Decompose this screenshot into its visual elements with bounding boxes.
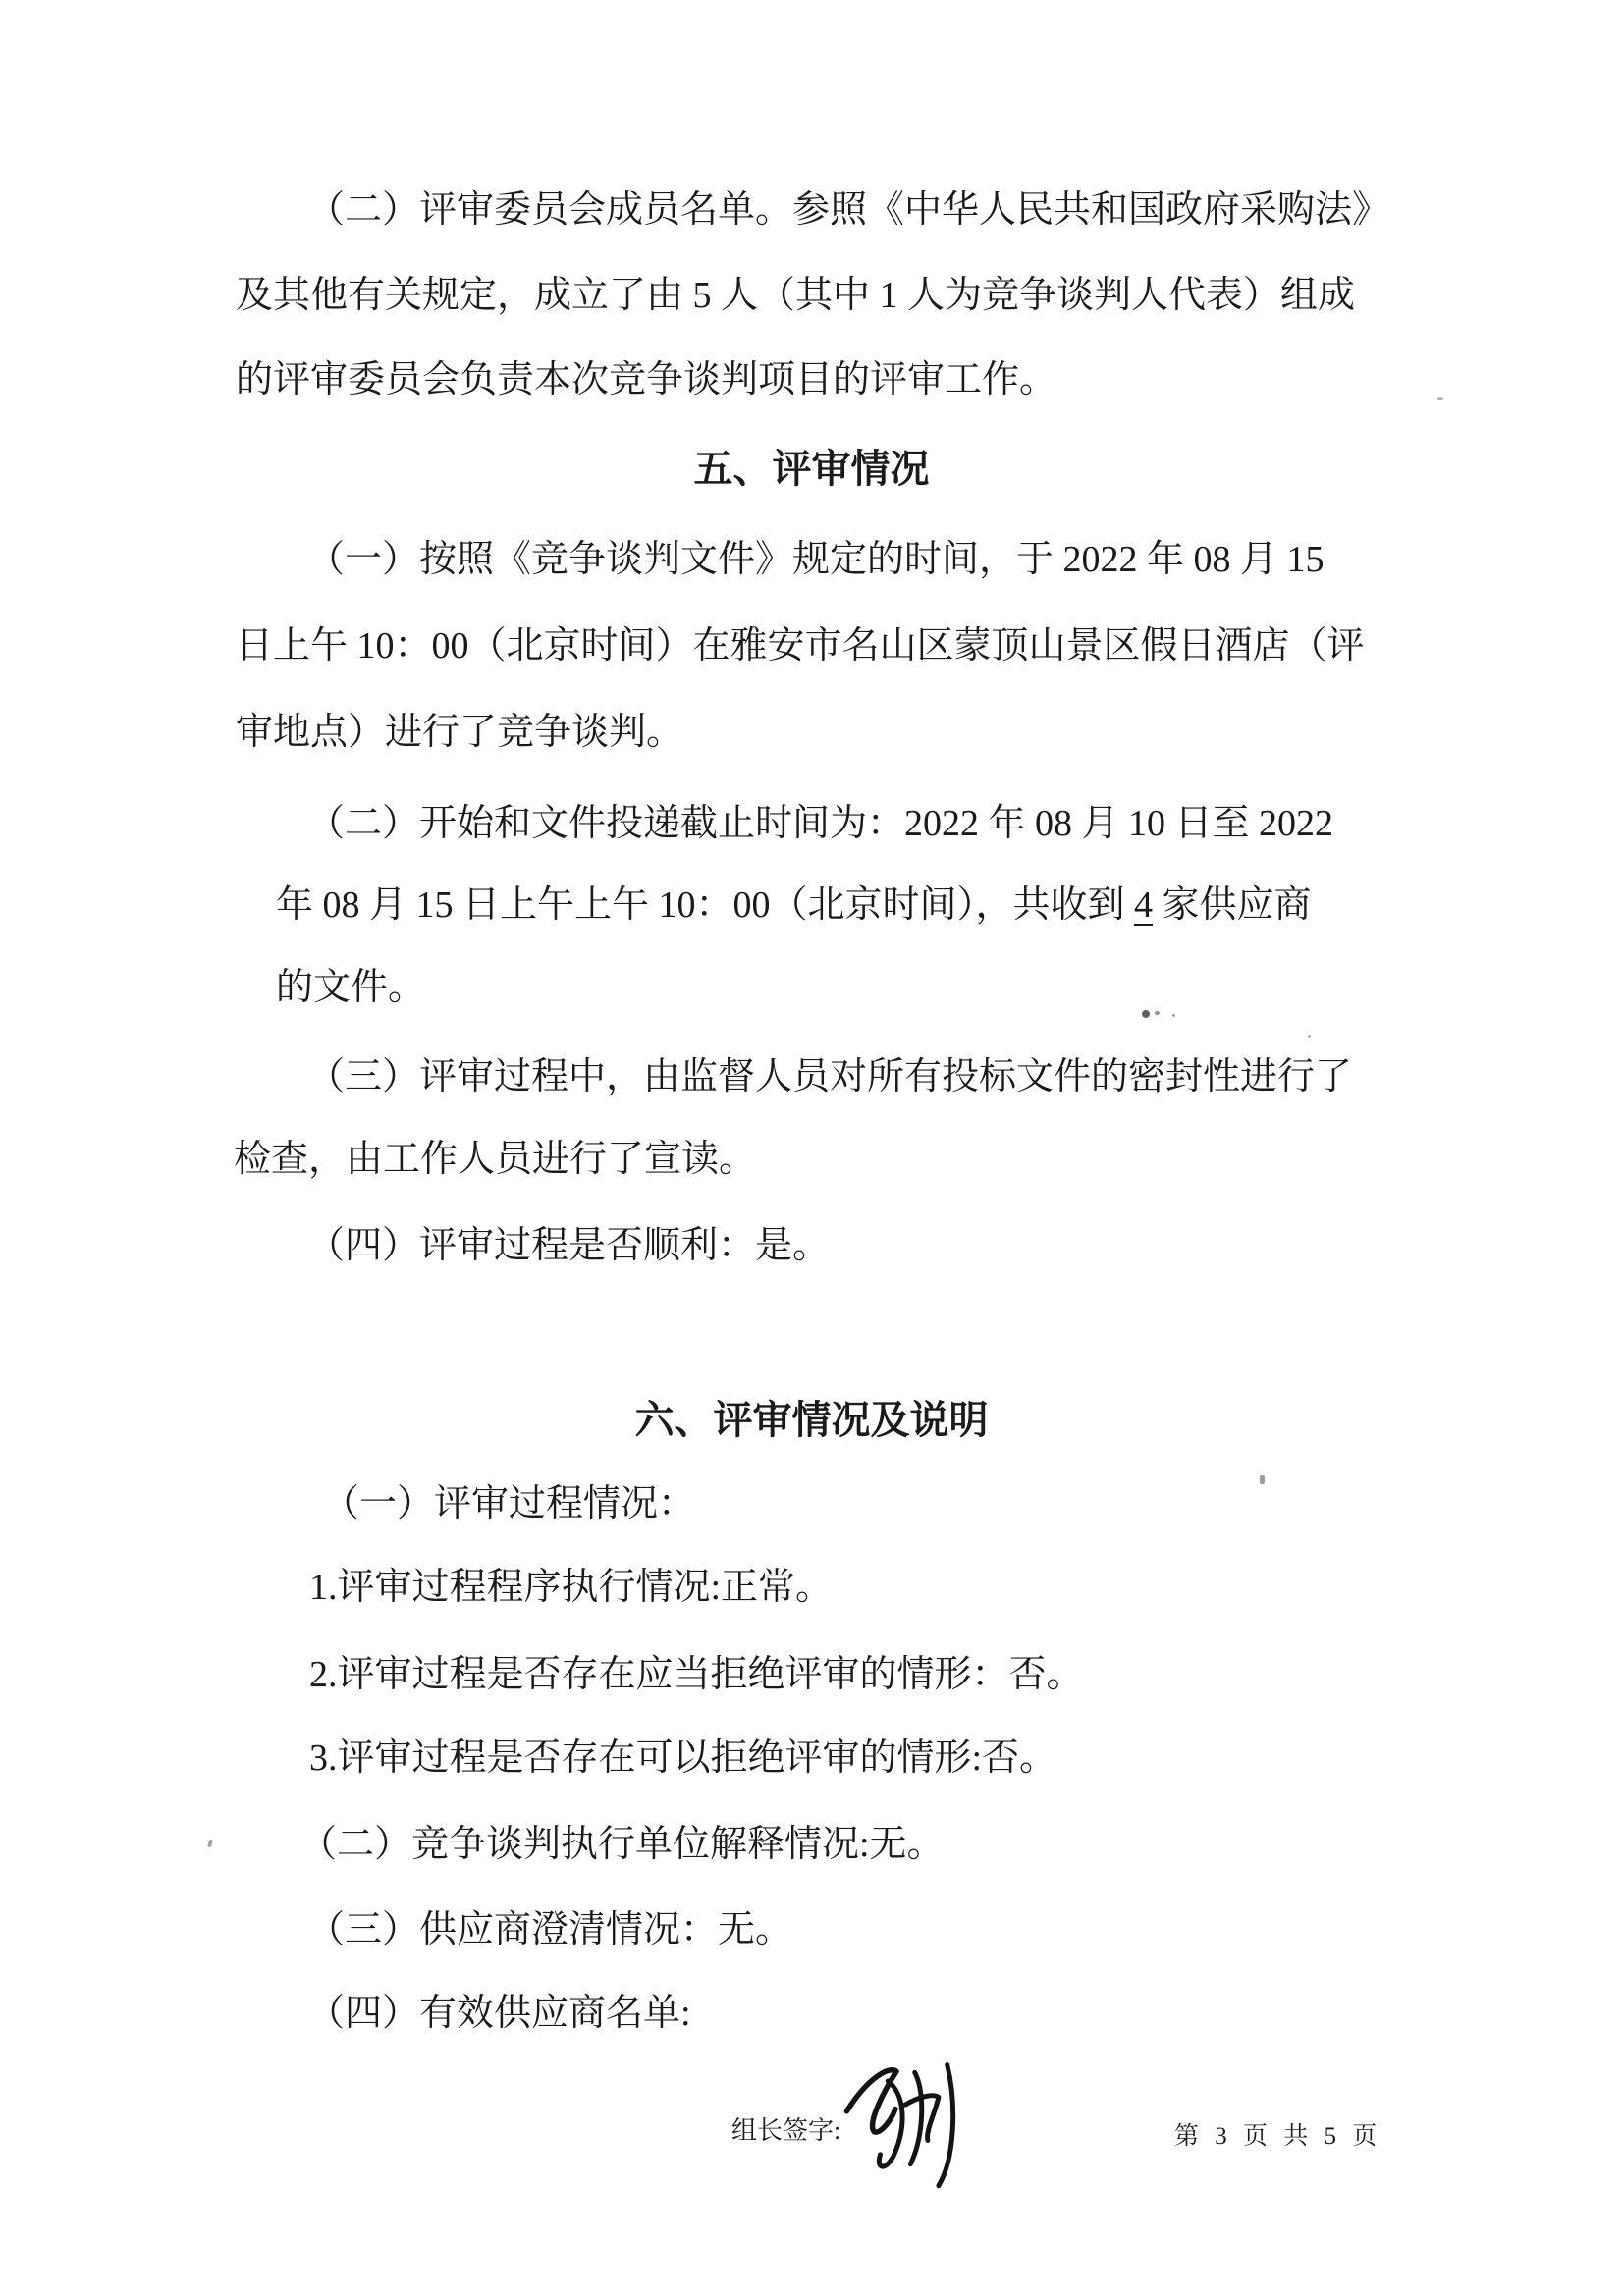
para-sealing-line-2: 检查，由工作人员进行了宣读。	[234, 1139, 757, 1180]
item-may-reject: 3.评审过程是否存在可以拒绝评审的情形:否。	[309, 1737, 1057, 1779]
line-supplier-clarification: （三）供应商澄清情况：无。	[307, 1909, 793, 1950]
line-process-overview: （一）评审过程情况：	[322, 1483, 696, 1524]
para-deadline-line-3: 的文件。	[276, 967, 426, 1008]
scan-noise-speck	[1172, 1014, 1175, 1017]
para-time-line-3: 审地点）进行了竞争谈判。	[236, 712, 684, 753]
leader-signature-icon	[831, 2059, 984, 2189]
para-deadline-line-1: （二）开始和文件投递截止时间为：2022 年 08 月 10 日至 2022	[307, 803, 1334, 844]
para-committee-line-2: 及其他有关规定，成立了由 5 人（其中 1 人为竞争谈判人代表）组成	[236, 275, 1356, 316]
deadline-text-prefix: 年 08 月 15 日上午上午 10：00（北京时间），共收到	[276, 884, 1135, 926]
item-must-reject: 2.评审过程是否存在应当拒绝评审的情形：否。	[309, 1654, 1084, 1695]
supplier-count-underlined: 4	[1134, 884, 1154, 926]
footer-page-number: 第 3 页 共 5 页	[1174, 2123, 1380, 2150]
section-6-heading: 六、评审情况及说明	[634, 1398, 989, 1442]
para-deadline-line-2	[276, 881, 1312, 929]
line-valid-supplier-list: （四）有效供应商名单:	[307, 1993, 691, 2034]
para-time-line-1: （一）按照《竞争谈判文件》规定的时间，于 2022 年 08 月 15	[307, 539, 1325, 580]
scan-noise-speck	[1260, 1475, 1265, 1484]
para-time-line-2: 日上午 10：00（北京时间）在雅安市名山区蒙顶山景区假日酒店（评	[236, 625, 1365, 667]
deadline-text-suffix: 家供应商	[1153, 884, 1312, 926]
para-committee-line-3: 的评审委员会负责本次竞争谈判项目的评审工作。	[236, 359, 1057, 400]
scan-noise-speck	[1155, 1011, 1160, 1015]
scan-noise-speck	[1437, 397, 1443, 400]
line-unit-explanation: （二）竞争谈判执行单位解释情况:无。	[299, 1824, 945, 1865]
scan-noise-speck	[1142, 1010, 1150, 1018]
scan-noise-speck	[207, 1840, 213, 1848]
section-5-heading: 五、评审情况	[693, 447, 930, 491]
item-procedure-normal: 1.评审过程程序执行情况:正常。	[309, 1567, 834, 1608]
line-process-smooth: （四）评审过程是否顺利：是。	[307, 1225, 831, 1266]
para-committee-line-1: （二）评审委员会成员名单。参照《中华人民共和国政府采购法》	[307, 189, 1390, 231]
scan-noise-speck	[1308, 1035, 1311, 1038]
para-sealing-line-1: （三）评审过程中，由监督人员对所有投标文件的密封性进行了	[307, 1056, 1353, 1097]
signature-label: 组长签字:	[731, 2116, 841, 2145]
